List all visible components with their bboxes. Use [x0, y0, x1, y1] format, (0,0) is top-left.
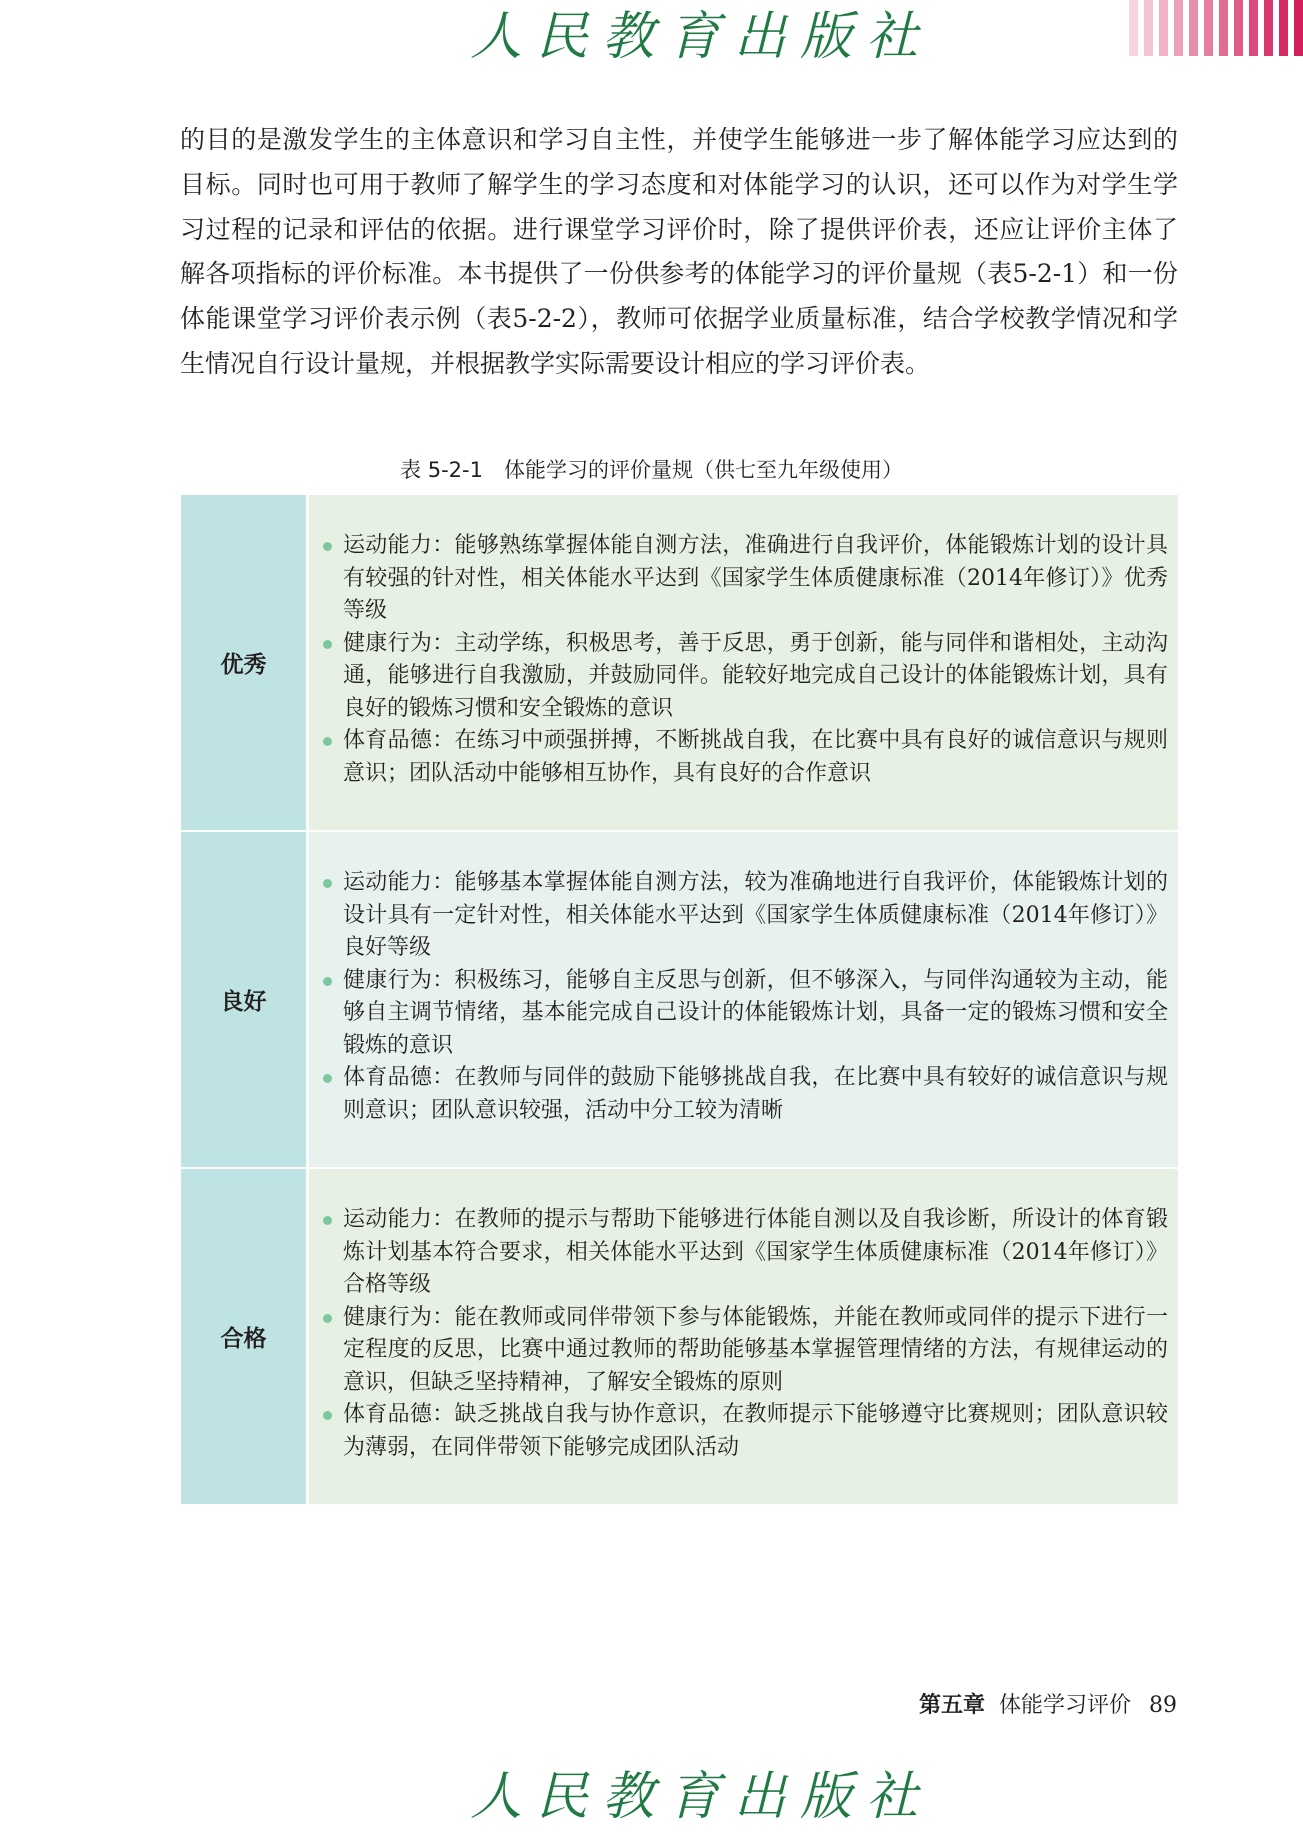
criteria-text: 运动能力：能够基本掌握体能自测方法，较为准确地进行自我评价，体能锻炼计划的设计具有一定针对性，相关体能水平达到《国家学生体质健康标准（2014年修订）》良好等级 — [343, 870, 1168, 960]
criteria-item — [321, 1204, 1168, 1302]
criteria-text: 运动能力：在教师的提示与帮助下能够进行体能自测以及自我诊断，所设计的体育锻炼计划基本符合要求，相关体能水平达到《国家学生体质健康标准（2014年修订）》合格等级 — [343, 1207, 1168, 1297]
stripe — [1294, 0, 1303, 56]
criteria-item — [321, 1062, 1168, 1127]
stripe — [1144, 0, 1153, 56]
rubric-row — [181, 1167, 1178, 1504]
bullet-icon — [323, 1216, 332, 1225]
stripe — [1174, 0, 1183, 56]
page-number: 89 — [1149, 1693, 1177, 1718]
publisher-logo-bottom: 人民教育出版社 — [470, 1767, 933, 1827]
criteria-text: 健康行为：能在教师或同伴带领下参与体能锻炼，并能在教师或同伴的提示下进行一定程度的反思，比赛中通过教师的帮助能够基本掌握管理情绪的方法，有规律运动的意识，但缺乏坚持精神，了解安全锻炼的原则 — [343, 1304, 1168, 1395]
bullet-icon — [323, 737, 332, 746]
criteria-item — [321, 867, 1168, 965]
criteria-item — [321, 725, 1168, 790]
stripe — [1264, 0, 1273, 56]
criteria-text: 体育品德：在练习中顽强拼搏，不断挑战自我，在比赛中具有良好的诚信意识与规则意识；团队活动中能够相互协作，具有良好的合作意识 — [343, 728, 1168, 786]
level-label: 良好 — [181, 832, 309, 1167]
page-footer — [919, 1690, 1177, 1721]
criteria-text: 健康行为：积极练习，能够自主反思与创新，但不够深入，与同伴沟通较为主动，能够自主调节情绪，基本能完成自己设计的体能锻炼计划，具备一定的锻炼习惯和安全锻炼的意识 — [343, 967, 1168, 1058]
publisher-logo-top: 人民教育出版社 — [470, 7, 933, 67]
criteria-text: 体育品德：在教师与同伴的鼓励下能够挑战自我，在比赛中具有较好的诚信意识与规则意识；团队意识较强，活动中分工较为清晰 — [343, 1065, 1168, 1123]
criteria-cell — [309, 495, 1178, 830]
bullet-icon — [323, 1314, 332, 1323]
rubric-table — [181, 495, 1178, 1504]
stripe — [1189, 0, 1198, 56]
criteria-item — [321, 965, 1168, 1063]
bullet-icon — [323, 542, 332, 551]
stripe — [1204, 0, 1213, 56]
stripe — [1279, 0, 1288, 56]
stripe — [1219, 0, 1228, 56]
criteria-text: 健康行为：主动学练，积极思考，善于反思，勇于创新，能与同伴和谐相处，主动沟通，能够进行自我激励，并鼓励同伴。能较好地完成自己设计的体能锻炼计划，具有良好的锻炼习惯和安全锻炼的意识 — [343, 630, 1168, 721]
chapter-title: 体能学习评价 — [998, 1693, 1131, 1718]
criteria-cell — [309, 832, 1178, 1167]
rubric-row — [181, 495, 1178, 830]
bullet-icon — [323, 879, 332, 888]
criteria-cell — [309, 1169, 1178, 1504]
bullet-icon — [323, 1411, 332, 1420]
criteria-item — [321, 628, 1168, 726]
level-label: 合格 — [181, 1169, 309, 1504]
criteria-text: 体育品德：缺乏挑战自我与协作意识，在教师提示下能够遵守比赛规则；团队意识较为薄弱，在同伴带领下能够完成团队活动 — [343, 1402, 1168, 1460]
criteria-text: 运动能力：能够熟练掌握体能自测方法，准确进行自我评价，体能锻炼计划的设计具有较强的针对性，相关体能水平达到《国家学生体质健康标准（2014年修订）》优秀等级 — [343, 533, 1168, 623]
bullet-icon — [323, 1074, 332, 1083]
stripe — [1129, 0, 1138, 56]
decorative-stripes — [1123, 0, 1303, 56]
bullet-icon — [323, 977, 332, 986]
criteria-item — [321, 1399, 1168, 1464]
table-caption: 表 5-2-1 体能学习的评价量规（供七至九年级使用） — [400, 458, 903, 482]
bullet-icon — [323, 640, 332, 649]
criteria-item — [321, 1302, 1168, 1400]
level-label: 优秀 — [181, 495, 309, 830]
stripe — [1234, 0, 1243, 56]
chapter-label: 第五章 — [918, 1692, 985, 1718]
criteria-item — [321, 530, 1168, 628]
rubric-row — [181, 830, 1178, 1167]
body-paragraph: 的目的是激发学生的主体意识和学习自主性，并使学生能够进一步了解体能学习应达到的目标。同时也可用于教师了解学生的学习态度和对体能学习的认识，还可以作为对学生学习过程的记录和评估的依据。进行课堂学习评价时，除了提供评价表，还应让评价主体了解各项指标的评价标准。本书提供了一份供参考的体能学习的评价量规（表5-2-1）和一份体能课堂学习评价表示例（表5-2-2），教师可依据学业质量标准，结合学校教学情况和学生情况自行设计量规，并根据教学实际需要设计相应的学习评价表。 — [180, 125, 1178, 378]
stripe — [1159, 0, 1168, 56]
stripe — [1249, 0, 1258, 56]
